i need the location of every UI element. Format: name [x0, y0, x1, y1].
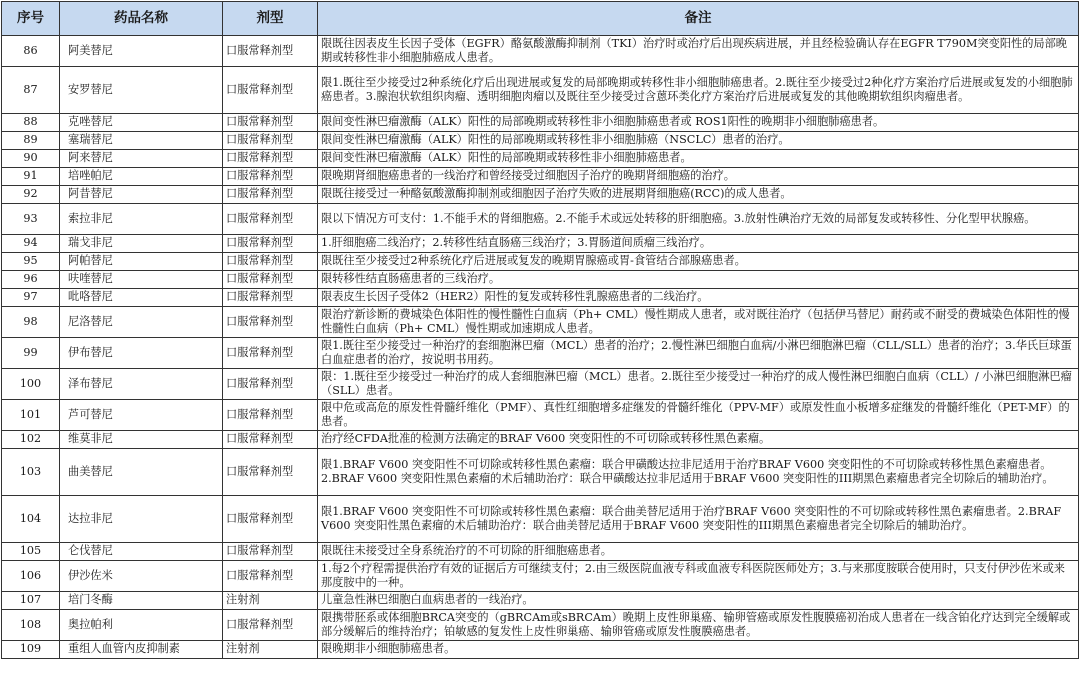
- table-row: [2, 204, 1079, 235]
- table-row: [2, 449, 1079, 496]
- drug-name: 曲美替尼: [60, 449, 223, 496]
- header-dosage-form: 剂型: [223, 2, 318, 36]
- dosage-form: 口服常释剂型: [223, 114, 318, 132]
- row-number: 99: [2, 338, 60, 369]
- remarks: 限携带胚系或体细胞BRCA突变的（gBRCAm或sBRCAm）晚期上皮性卵巢癌、输卵管癌或原发性腹膜癌初治成人患者在一线含铂化疗达到完全缓解或部分缓解后的维持治疗；铂敏感的复发性上皮性卵巢癌、输卵管癌或原发性腹膜癌患者。: [318, 610, 1079, 641]
- table-row: [2, 338, 1079, 369]
- table-row: [2, 235, 1079, 253]
- drug-name: 维莫非尼: [60, 431, 223, 449]
- row-number: 95: [2, 253, 60, 271]
- dosage-form: 口服常释剂型: [223, 307, 318, 338]
- drug-name: 安罗替尼: [60, 67, 223, 114]
- row-number: 90: [2, 150, 60, 168]
- header-remarks: 备注: [318, 2, 1079, 36]
- dosage-form: 口服常释剂型: [223, 496, 318, 543]
- remarks: 限1.既往至少接受过2种系统化疗后出现进展或复发的局部晚期或转移性非小细胞肺癌患者。2.既往至少接受过2种化疗方案治疗后进展或复发的小细胞肺癌患者。3.腺泡状软组织肉瘤、透明细胞肉瘤以及既往至少接受过含蒽环类化疗方案治疗后进展或复发的其他晚期软组织肉瘤患者。: [318, 67, 1079, 114]
- table-row: [2, 400, 1079, 431]
- table-row: [2, 132, 1079, 150]
- dosage-form: 口服常释剂型: [223, 36, 318, 67]
- remarks: 限治疗新诊断的费城染色体阳性的慢性髓性白血病（Ph+ CML）慢性期成人患者，或对既往治疗（包括伊马替尼）耐药或不耐受的费城染色体阳性的慢性髓性白血病（Ph+ CML）慢性期或加速期成人患者。: [318, 307, 1079, 338]
- row-number: 109: [2, 641, 60, 659]
- remarks: 限晚期肾细胞癌患者的一线治疗和曾经接受过细胞因子治疗的晚期肾细胞癌的治疗。: [318, 168, 1079, 186]
- table-row: [2, 641, 1079, 659]
- table-row: [2, 307, 1079, 338]
- row-number: 105: [2, 543, 60, 561]
- remarks: 限既往至少接受过2种系统化疗后进展或复发的晚期胃腺癌或胃-食管结合部腺癌患者。: [318, 253, 1079, 271]
- row-number: 101: [2, 400, 60, 431]
- header-drug-name: 药品名称: [60, 2, 223, 36]
- table-row: [2, 150, 1079, 168]
- dosage-form: 口服常释剂型: [223, 400, 318, 431]
- drug-name: 克唑替尼: [60, 114, 223, 132]
- table-row: [2, 543, 1079, 561]
- table-row: [2, 592, 1079, 610]
- table-row: [2, 369, 1079, 400]
- remarks: 限间变性淋巴瘤激酶（ALK）阳性的局部晚期或转移性非小细胞肺癌患者或 ROS1阳性的晚期非小细胞肺癌患者。: [318, 114, 1079, 132]
- dosage-form: 注射剂: [223, 641, 318, 659]
- dosage-form: 口服常释剂型: [223, 168, 318, 186]
- table-header: [2, 2, 1079, 36]
- table-row: [2, 271, 1079, 289]
- dosage-form: 注射剂: [223, 592, 318, 610]
- drug-name: 阿来替尼: [60, 150, 223, 168]
- dosage-form: 口服常释剂型: [223, 543, 318, 561]
- dosage-form: 口服常释剂型: [223, 271, 318, 289]
- drug-name: 阿昔替尼: [60, 186, 223, 204]
- dosage-form: 口服常释剂型: [223, 449, 318, 496]
- row-number: 106: [2, 561, 60, 592]
- drug-name: 呋喹替尼: [60, 271, 223, 289]
- dosage-form: 口服常释剂型: [223, 561, 318, 592]
- remarks: 限：1.既往至少接受过一种治疗的成人套细胞淋巴瘤（MCL）患者。2.既往至少接受过一种治疗的成人慢性淋巴细胞白血病（CLL）/ 小淋巴细胞淋巴瘤（SLL）患者。: [318, 369, 1079, 400]
- drug-name: 培唑帕尼: [60, 168, 223, 186]
- row-number: 100: [2, 369, 60, 400]
- drug-name: 伊布替尼: [60, 338, 223, 369]
- remarks: 限转移性结直肠癌患者的三线治疗。: [318, 271, 1079, 289]
- row-number: 86: [2, 36, 60, 67]
- remarks: 限1.BRAF V600 突变阳性不可切除或转移性黑色素瘤：联合曲美替尼适用于治疗BRAF V600 突变阳性的不可切除或转移性黑色素瘤患者。2.BRAF V600 突变阳性黑色素瘤的术后辅助治疗：联合曲美替尼适用于BRAF V600 突变阳性的III期黑色素瘤患者完全切除后的辅助治疗。: [318, 496, 1079, 543]
- remarks: 限表皮生长因子受体2（HER2）阳性的复发或转移性乳腺癌患者的二线治疗。: [318, 289, 1079, 307]
- row-number: 87: [2, 67, 60, 114]
- drug-name: 阿美替尼: [60, 36, 223, 67]
- remarks: 限以下情况方可支付：1.不能手术的肾细胞癌。2.不能手术或远处转移的肝细胞癌。3.放射性碘治疗无效的局部复发或转移性、分化型甲状腺癌。: [318, 204, 1079, 235]
- dosage-form: 口服常释剂型: [223, 610, 318, 641]
- remarks: 儿童急性淋巴细胞白血病患者的一线治疗。: [318, 592, 1079, 610]
- row-number: 97: [2, 289, 60, 307]
- table-row: [2, 114, 1079, 132]
- dosage-form: 口服常释剂型: [223, 338, 318, 369]
- table-row: [2, 36, 1079, 67]
- remarks: 治疗经CFDA批准的检测方法确定的BRAF V600 突变阳性的不可切除或转移性黑色素瘤。: [318, 431, 1079, 449]
- drug-name: 奥拉帕利: [60, 610, 223, 641]
- drug-name: 仑伐替尼: [60, 543, 223, 561]
- drug-name: 重组人血管内皮抑制素: [60, 641, 223, 659]
- drug-table: [1, 1, 1079, 659]
- dosage-form: 口服常释剂型: [223, 289, 318, 307]
- table-row: [2, 168, 1079, 186]
- remarks: 限间变性淋巴瘤激酶（ALK）阳性的局部晚期或转移性非小细胞肺癌（NSCLC）患者的治疗。: [318, 132, 1079, 150]
- table-row: [2, 431, 1079, 449]
- row-number: 88: [2, 114, 60, 132]
- dosage-form: 口服常释剂型: [223, 132, 318, 150]
- drug-name: 吡咯替尼: [60, 289, 223, 307]
- row-number: 96: [2, 271, 60, 289]
- remarks: 1.肝细胞癌二线治疗；2.转移性结直肠癌三线治疗；3.胃肠道间质瘤三线治疗。: [318, 235, 1079, 253]
- dosage-form: 口服常释剂型: [223, 150, 318, 168]
- row-number: 91: [2, 168, 60, 186]
- table-row: [2, 253, 1079, 271]
- dosage-form: 口服常释剂型: [223, 67, 318, 114]
- remarks: 限中危或高危的原发性骨髓纤维化（PMF）、真性红细胞增多症继发的骨髓纤维化（PPV-MF）或原发性血小板增多症继发的骨髓纤维化（PET-MF）的患者。: [318, 400, 1079, 431]
- drug-name: 尼洛替尼: [60, 307, 223, 338]
- table-row: [2, 289, 1079, 307]
- header-number: 序号: [2, 2, 60, 36]
- dosage-form: 口服常释剂型: [223, 369, 318, 400]
- drug-name: 泽布替尼: [60, 369, 223, 400]
- remarks: 限既往接受过一种酪氨酸激酶抑制剂或细胞因子治疗失败的进展期肾细胞癌(RCC)的成人患者。: [318, 186, 1079, 204]
- table-row: [2, 186, 1079, 204]
- row-number: 104: [2, 496, 60, 543]
- row-number: 98: [2, 307, 60, 338]
- remarks: 限晚期非小细胞肺癌患者。: [318, 641, 1079, 659]
- table-row: [2, 67, 1079, 114]
- drug-name: 阿帕替尼: [60, 253, 223, 271]
- row-number: 93: [2, 204, 60, 235]
- row-number: 102: [2, 431, 60, 449]
- remarks: 限既往未接受过全身系统治疗的不可切除的肝细胞癌患者。: [318, 543, 1079, 561]
- remarks: 限1.既往至少接受过一种治疗的套细胞淋巴瘤（MCL）患者的治疗；2.慢性淋巴细胞白血病/小淋巴细胞淋巴瘤（CLL/SLL）患者的治疗；3.华氏巨球蛋白血症患者的治疗，按说明书用药。: [318, 338, 1079, 369]
- drug-name: 塞瑞替尼: [60, 132, 223, 150]
- table-row: [2, 610, 1079, 641]
- drug-name: 培门冬酶: [60, 592, 223, 610]
- table-body: [2, 36, 1079, 659]
- dosage-form: 口服常释剂型: [223, 204, 318, 235]
- dosage-form: 口服常释剂型: [223, 186, 318, 204]
- drug-name: 索拉非尼: [60, 204, 223, 235]
- row-number: 108: [2, 610, 60, 641]
- row-number: 89: [2, 132, 60, 150]
- table-row: [2, 496, 1079, 543]
- row-number: 103: [2, 449, 60, 496]
- drug-name: 伊沙佐米: [60, 561, 223, 592]
- drug-name: 瑞戈非尼: [60, 235, 223, 253]
- drug-name: 芦可替尼: [60, 400, 223, 431]
- dosage-form: 口服常释剂型: [223, 253, 318, 271]
- drug-name: 达拉非尼: [60, 496, 223, 543]
- row-number: 107: [2, 592, 60, 610]
- table-row: [2, 561, 1079, 592]
- remarks: 限既往因表皮生长因子受体（EGFR）酪氨酸激酶抑制剂（TKI）治疗时或治疗后出现疾病进展，并且经检验确认存在EGFR T790M突变阳性的局部晚期或转移性非小细胞肺癌成人患者。: [318, 36, 1079, 67]
- row-number: 94: [2, 235, 60, 253]
- row-number: 92: [2, 186, 60, 204]
- remarks: 1.每2个疗程需提供治疗有效的证据后方可继续支付；2.由三级医院血液专科或血液专科医院医师处方；3.与来那度胺联合使用时，只支付伊沙佐米或来那度胺中的一种。: [318, 561, 1079, 592]
- dosage-form: 口服常释剂型: [223, 431, 318, 449]
- remarks: 限间变性淋巴瘤激酶（ALK）阳性的局部晚期或转移性非小细胞肺癌患者。: [318, 150, 1079, 168]
- dosage-form: 口服常释剂型: [223, 235, 318, 253]
- header-row: [2, 2, 1079, 36]
- remarks: 限1.BRAF V600 突变阳性不可切除或转移性黑色素瘤：联合甲磺酸达拉非尼适用于治疗BRAF V600 突变阳性的不可切除或转移性黑色素瘤患者。2.BRAF V600 突变阳性黑色素瘤的术后辅助治疗：联合甲磺酸达拉非尼适用于BRAF V600 突变阳性的III期黑色素瘤患者完全切除后的辅助治疗。: [318, 449, 1079, 496]
